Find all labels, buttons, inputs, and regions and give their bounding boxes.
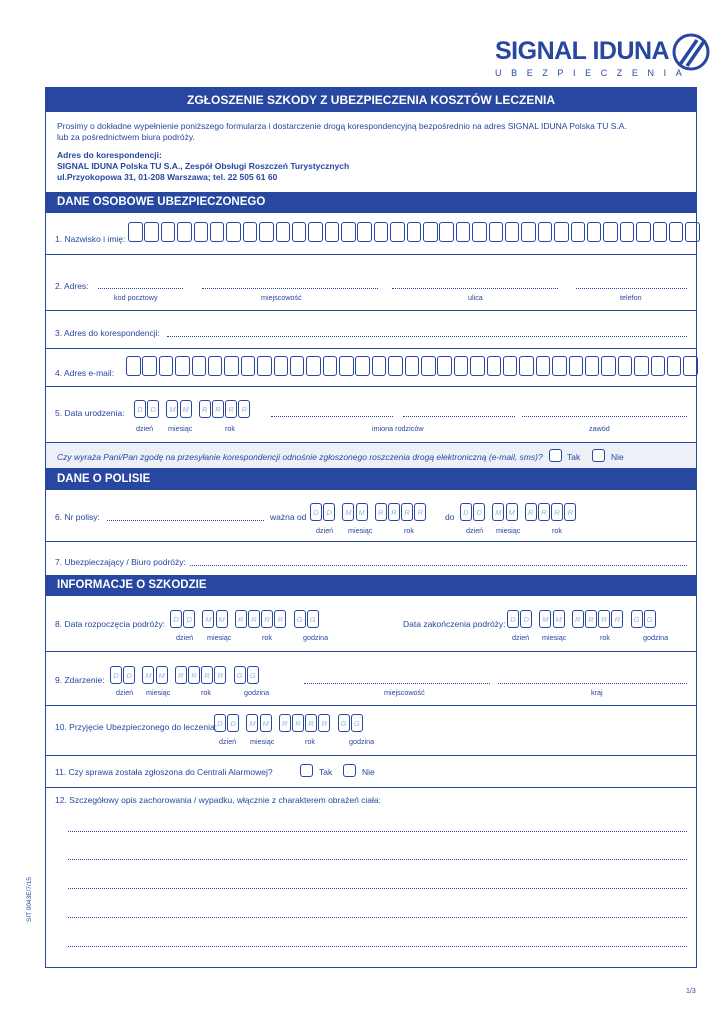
char-box[interactable] [669,222,684,242]
intro-line2: lub za pośrednictwem biura podróży. [57,132,195,142]
date-digit-box[interactable]: M [506,503,518,521]
date-digit-box[interactable]: R [212,400,224,418]
divider [46,541,696,542]
description-line[interactable] [68,917,687,918]
char-box[interactable] [357,222,372,242]
char-box[interactable] [274,356,289,376]
alarm-yes-label: Tak [319,767,333,777]
char-box[interactable] [306,356,321,376]
event-country-field[interactable] [498,683,687,684]
date-digit-box[interactable]: R [201,666,213,684]
hint-month: miesiąc [168,424,193,433]
policyholder-field[interactable] [190,565,687,566]
label-description: 12. Szczegółowy opis zachorowania / wypadku, włącznie z charakterem obrażeń ciała: [55,795,381,805]
box-spacer [228,666,234,684]
char-box[interactable] [587,222,602,242]
char-box[interactable] [685,222,700,242]
addr-line2: ul.Przyokopowa 31, 01-208 Warszawa; tel. 22 505 61 60 [57,172,278,182]
date-digit-box[interactable]: M [492,503,504,521]
date-digit-box[interactable]: D [473,503,485,521]
date-digit-box[interactable]: R [611,610,623,628]
description-line[interactable] [68,946,687,947]
char-box[interactable] [308,222,323,242]
char-box[interactable] [390,222,405,242]
divider [46,254,696,255]
char-box[interactable] [341,222,356,242]
char-box[interactable] [276,222,291,242]
date-digit-box[interactable]: R [292,714,304,732]
date-digit-box[interactable]: R [274,610,286,628]
char-box[interactable] [144,222,159,242]
parents-name-field-a[interactable] [271,416,393,417]
hint-city: miejscowość [384,688,425,697]
date-digit-box[interactable]: R [175,666,187,684]
street-field[interactable] [392,288,558,289]
date-digit-box[interactable]: M [156,666,168,684]
hint-phone: telefon [620,293,642,302]
char-box[interactable] [636,222,651,242]
date-digit-box[interactable]: R [538,503,550,521]
divider [46,705,696,706]
label-admission: 10. Przyjęcie Ubezpieczonego do leczenia: [55,722,218,732]
date-digit-box[interactable]: R [318,714,330,732]
char-box[interactable] [257,356,272,376]
event-city-field[interactable] [304,683,490,684]
birth-date-boxes[interactable] [134,400,252,418]
char-box[interactable] [503,356,518,376]
hint-month: miesiąc [542,633,567,642]
char-box[interactable] [437,356,452,376]
date-digit-box[interactable]: R [598,610,610,628]
hint-street: ulica [468,293,483,302]
divider [46,755,696,756]
date-digit-box[interactable]: D [214,714,226,732]
date-digit-box[interactable]: M [342,503,354,521]
char-box[interactable] [128,222,143,242]
divider [46,651,696,652]
hint-month: miesiąc [250,737,275,746]
char-box[interactable] [618,356,633,376]
consent-yes-label: Tak [567,452,581,462]
char-box[interactable] [423,222,438,242]
date-digit-box[interactable]: M [166,400,178,418]
phone-field[interactable] [576,288,687,289]
valid-from-boxes[interactable] [310,503,428,521]
label-birth-date: 5. Data urodzenia: [55,408,125,418]
hint-hour: godzina [643,633,669,642]
date-digit-box[interactable]: G [644,610,656,628]
char-box[interactable] [323,356,338,376]
date-digit-box[interactable]: D [147,400,159,418]
box-spacer [273,714,279,732]
char-box[interactable] [142,356,157,376]
valid-to-boxes[interactable] [460,503,578,521]
date-digit-box[interactable]: M [539,610,551,628]
label-address: 2. Adres: [55,281,89,291]
char-box[interactable] [571,222,586,242]
logo-subtitle: UBEZPIECZENIA [495,68,692,78]
parents-name-field-b[interactable] [403,416,515,417]
hint-day: dzień [316,526,334,535]
label-corr-address: 3. Adres do korespondencji: [55,328,160,338]
label-alarm-center: 11. Czy sprawa została zgłoszona do Centrali Alarmowej? [55,767,273,777]
hint-year: rok [225,424,235,433]
date-digit-box[interactable]: M [216,610,228,628]
date-digit-box[interactable]: R [279,714,291,732]
char-box[interactable] [290,356,305,376]
date-digit-box[interactable]: G [294,610,306,628]
date-digit-box[interactable]: R [235,610,247,628]
box-spacer [519,503,525,521]
char-box[interactable] [259,222,274,242]
date-digit-box[interactable]: R [199,400,211,418]
admission-date-boxes[interactable] [214,714,364,732]
occupation-field[interactable] [522,416,687,417]
char-box[interactable] [569,356,584,376]
section-policy: DANE O POLISIE [46,468,696,490]
section-personal: DANE OSOBOWE UBEZPIECZONEGO [46,192,696,213]
label-event: 9. Zdarzenie: [55,675,105,685]
date-digit-box[interactable]: R [305,714,317,732]
char-box[interactable] [194,222,209,242]
char-box[interactable] [683,356,698,376]
date-digit-box[interactable]: R [572,610,584,628]
date-digit-box[interactable]: R [225,400,237,418]
label-name: 1. Nazwisko i imię: [55,234,126,244]
form-title: ZGŁOSZENIE SZKODY Z UBEZPIECZENIA KOSZTÓW LECZENIA [46,88,696,112]
hint-hour: godzina [303,633,329,642]
hint-day: dzień [219,737,237,746]
page-number: 1/3 [686,988,696,995]
label-trip-end: Data zakończenia podróży: [403,619,506,629]
hint-year: rok [600,633,610,642]
date-digit-box[interactable]: D [227,714,239,732]
box-spacer [625,610,631,628]
date-digit-box[interactable]: R [388,503,400,521]
hint-year: rok [552,526,562,535]
addr-line1: SIGNAL IDUNA Polska TU S.A., Zespół Obsługi Roszczeń Turystycznych [57,161,350,171]
hint-postal: kod pocztowy [114,293,158,302]
addr-label: Adres do korespondencji: [57,150,162,160]
logo-brand: SIGNAL IDUNA [495,37,670,65]
consent-question: Czy wyraża Pani/Pan zgodę na przesyłanie korespondencji odnośnie zgłoszonego roszczenia drogą elektroniczną (e-mail, sms)? [57,452,543,462]
hint-year: rok [305,737,315,746]
alarm-no-label: Nie [362,767,375,777]
char-box[interactable] [226,222,241,242]
hint-day: dzień [176,633,194,642]
hint-parents: imiona rodziców [372,424,424,433]
logo-mark-icon [671,32,711,72]
date-digit-box[interactable]: M [553,610,565,628]
hint-month: miesiąc [496,526,521,535]
consent-no-checkbox[interactable] [592,449,605,462]
hint-month: miesiąc [207,633,232,642]
logo [485,30,715,80]
date-digit-box[interactable]: D [170,610,182,628]
char-box[interactable] [489,222,504,242]
char-box[interactable] [601,356,616,376]
char-box[interactable] [339,356,354,376]
char-box[interactable] [521,222,536,242]
date-digit-box[interactable]: M [180,400,192,418]
date-digit-box[interactable]: M [142,666,154,684]
date-digit-box[interactable]: D [520,610,532,628]
char-box[interactable] [487,356,502,376]
char-box[interactable] [421,356,436,376]
date-digit-box[interactable]: R [564,503,576,521]
form-frame [45,87,697,968]
city-field[interactable] [202,288,378,289]
policy-no-field[interactable] [107,520,264,521]
description-line[interactable] [68,831,687,832]
char-box[interactable] [407,222,422,242]
trip-start-boxes[interactable] [170,610,320,628]
char-box[interactable] [538,222,553,242]
date-digit-box[interactable]: D [123,666,135,684]
label-policy-no: 6. Nr polisy: [55,512,100,522]
date-digit-box[interactable]: M [356,503,368,521]
consent-no-label: Nie [611,452,624,462]
char-box[interactable] [505,222,520,242]
char-box[interactable] [651,356,666,376]
char-box[interactable] [603,222,618,242]
divider [46,348,696,349]
description-line[interactable] [68,888,687,889]
char-box[interactable] [208,356,223,376]
description-line[interactable] [68,859,687,860]
char-box[interactable] [372,356,387,376]
box-spacer [288,610,294,628]
char-box[interactable] [192,356,207,376]
hint-day: dzień [466,526,484,535]
date-digit-box[interactable]: R [238,400,250,418]
hint-hour: godzina [244,688,270,697]
divider [46,787,696,788]
char-box[interactable] [456,222,471,242]
date-digit-box[interactable]: R [214,666,226,684]
date-digit-box[interactable]: D [310,503,322,521]
consent-yes-checkbox[interactable] [549,449,562,462]
date-digit-box[interactable]: D [323,503,335,521]
form-code: SIT 0043E/7/15 [26,876,33,922]
divider [46,386,696,387]
alarm-no-checkbox[interactable] [343,764,356,777]
char-box[interactable] [585,356,600,376]
label-trip-start: 8. Data rozpoczęcia podróży: [55,619,166,629]
char-box[interactable] [161,222,176,242]
char-box[interactable] [653,222,668,242]
date-digit-box[interactable]: D [507,610,519,628]
box-spacer [369,503,375,521]
char-box[interactable] [241,356,256,376]
hint-day: dzień [136,424,154,433]
date-digit-box[interactable]: G [234,666,246,684]
char-box[interactable] [470,356,485,376]
char-box[interactable] [325,222,340,242]
date-digit-box[interactable]: D [110,666,122,684]
char-box[interactable] [388,356,403,376]
char-box[interactable] [405,356,420,376]
name-input-boxes[interactable] [128,222,702,242]
hint-hour: godzina [349,737,375,746]
char-box[interactable] [175,356,190,376]
char-box[interactable] [177,222,192,242]
date-digit-box[interactable]: D [134,400,146,418]
box-spacer [566,610,572,628]
box-spacer [193,400,199,418]
char-box[interactable] [292,222,307,242]
divider [46,310,696,311]
hint-day: dzień [512,633,530,642]
date-digit-box[interactable]: M [260,714,272,732]
alarm-yes-checkbox[interactable] [300,764,313,777]
hint-year: rok [201,688,211,697]
hint-year: rok [404,526,414,535]
date-digit-box[interactable]: G [338,714,350,732]
char-box[interactable] [554,222,569,242]
char-box[interactable] [224,356,239,376]
date-digit-box[interactable]: R [585,610,597,628]
box-spacer [229,610,235,628]
box-spacer [169,666,175,684]
date-digit-box[interactable]: R [551,503,563,521]
date-digit-box[interactable]: G [307,610,319,628]
hint-month: miesiąc [146,688,171,697]
char-box[interactable] [667,356,682,376]
hint-city: miejscowość [261,293,302,302]
date-digit-box[interactable]: D [183,610,195,628]
char-box[interactable] [439,222,454,242]
hint-month: miesiąc [348,526,373,535]
corr-address-field[interactable] [167,336,687,337]
char-box[interactable] [620,222,635,242]
char-box[interactable] [374,222,389,242]
char-box[interactable] [472,222,487,242]
label-valid-to: do [445,512,455,522]
date-digit-box[interactable]: G [631,610,643,628]
char-box[interactable] [243,222,258,242]
label-valid-from: ważna od [270,512,307,522]
char-box[interactable] [634,356,649,376]
section-claim: INFORMACJE O SZKODZIE [46,575,696,596]
char-box[interactable] [159,356,174,376]
label-email: 4. Adres e-mail: [55,368,115,378]
date-digit-box[interactable]: D [460,503,472,521]
email-input-boxes[interactable] [126,356,700,376]
date-digit-box[interactable]: R [525,503,537,521]
event-date-boxes[interactable] [110,666,260,684]
char-box[interactable] [210,222,225,242]
trip-end-boxes[interactable] [507,610,657,628]
date-digit-box[interactable]: R [414,503,426,521]
box-spacer [332,714,338,732]
intro-line1: Prosimy o dokładne wypełnienie poniższego formularza i dostarczenie drogą korespondencyjną bezpośrednio na adres SIGNAL IDUNA Polska TU S.A. [57,121,627,131]
char-box[interactable] [126,356,141,376]
date-digit-box[interactable]: R [401,503,413,521]
char-box[interactable] [552,356,567,376]
date-digit-box[interactable]: R [261,610,273,628]
date-digit-box[interactable]: R [248,610,260,628]
char-box[interactable] [454,356,469,376]
hint-occupation: zawód [589,424,610,433]
label-policyholder: 7. Ubezpieczający / Biuro podróży: [55,557,186,567]
date-digit-box[interactable]: R [188,666,200,684]
postal-code-field[interactable] [98,288,183,289]
hint-year: rok [262,633,272,642]
date-digit-box[interactable]: G [351,714,363,732]
date-digit-box[interactable]: G [247,666,259,684]
char-box[interactable] [519,356,534,376]
date-digit-box[interactable]: R [375,503,387,521]
char-box[interactable] [536,356,551,376]
hint-day: dzień [116,688,134,697]
date-digit-box[interactable]: M [202,610,214,628]
char-box[interactable] [355,356,370,376]
date-digit-box[interactable]: M [246,714,258,732]
hint-country: kraj [591,688,603,697]
